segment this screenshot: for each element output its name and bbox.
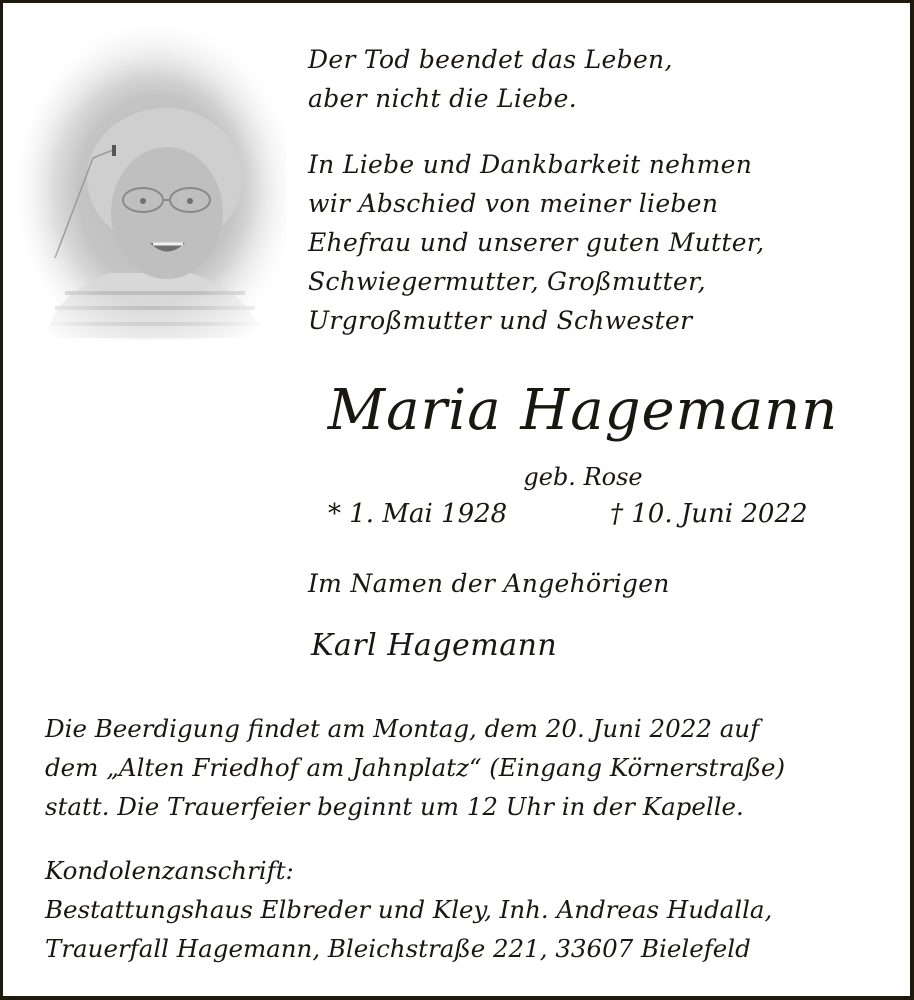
farewell-line: Ehefrau und unserer guten Mutter, [308, 228, 765, 257]
condolence-address [45, 851, 885, 968]
funeral-line: Die Beerdigung findet am Montag, dem 20. Juni 2022 auf [45, 714, 760, 743]
portrait-illustration [15, 28, 287, 340]
farewell-text [308, 145, 765, 340]
funeral-line: dem „Alten Friedhof am Jahnplatz“ (Eingang Körnerstraße) [45, 753, 786, 782]
signoff-intro: Im Namen der Angehörigen [308, 569, 670, 598]
farewell-line: wir Abschied von meiner lieben [308, 189, 719, 218]
birth-date: * 1. Mai 1928 [328, 499, 508, 529]
poem-line: aber nicht die Liebe. [308, 83, 577, 113]
poem-line: Der Tod beendet das Leben, [308, 45, 673, 74]
poem-quote [308, 41, 673, 118]
farewell-line: Schwiegermutter, Großmutter, [308, 267, 706, 296]
death-date: † 10. Juni 2022 [610, 499, 808, 529]
condolence-line: Bestattungshaus Elbreder und Kley, Inh. Andreas Hudalla, [45, 895, 773, 924]
funeral-details [45, 709, 885, 826]
maiden-name: geb. Rose [523, 463, 643, 491]
condolence-line: Trauerfall Hagemann, Bleichstraße 221, 33607 Bielefeld [45, 934, 751, 963]
farewell-line: In Liebe und Dankbarkeit nehmen [308, 150, 753, 179]
farewell-line: Urgroßmutter und Schwester [308, 306, 693, 335]
signoff-name: Karl Hagemann [311, 628, 558, 663]
deceased-name: Maria Hagemann [327, 378, 839, 443]
portrait-photo [15, 28, 287, 340]
funeral-line: statt. Die Trauerfeier beginnt um 12 Uhr in der Kapelle. [45, 792, 744, 821]
condolence-label: Kondolenzanschrift: [45, 856, 294, 885]
